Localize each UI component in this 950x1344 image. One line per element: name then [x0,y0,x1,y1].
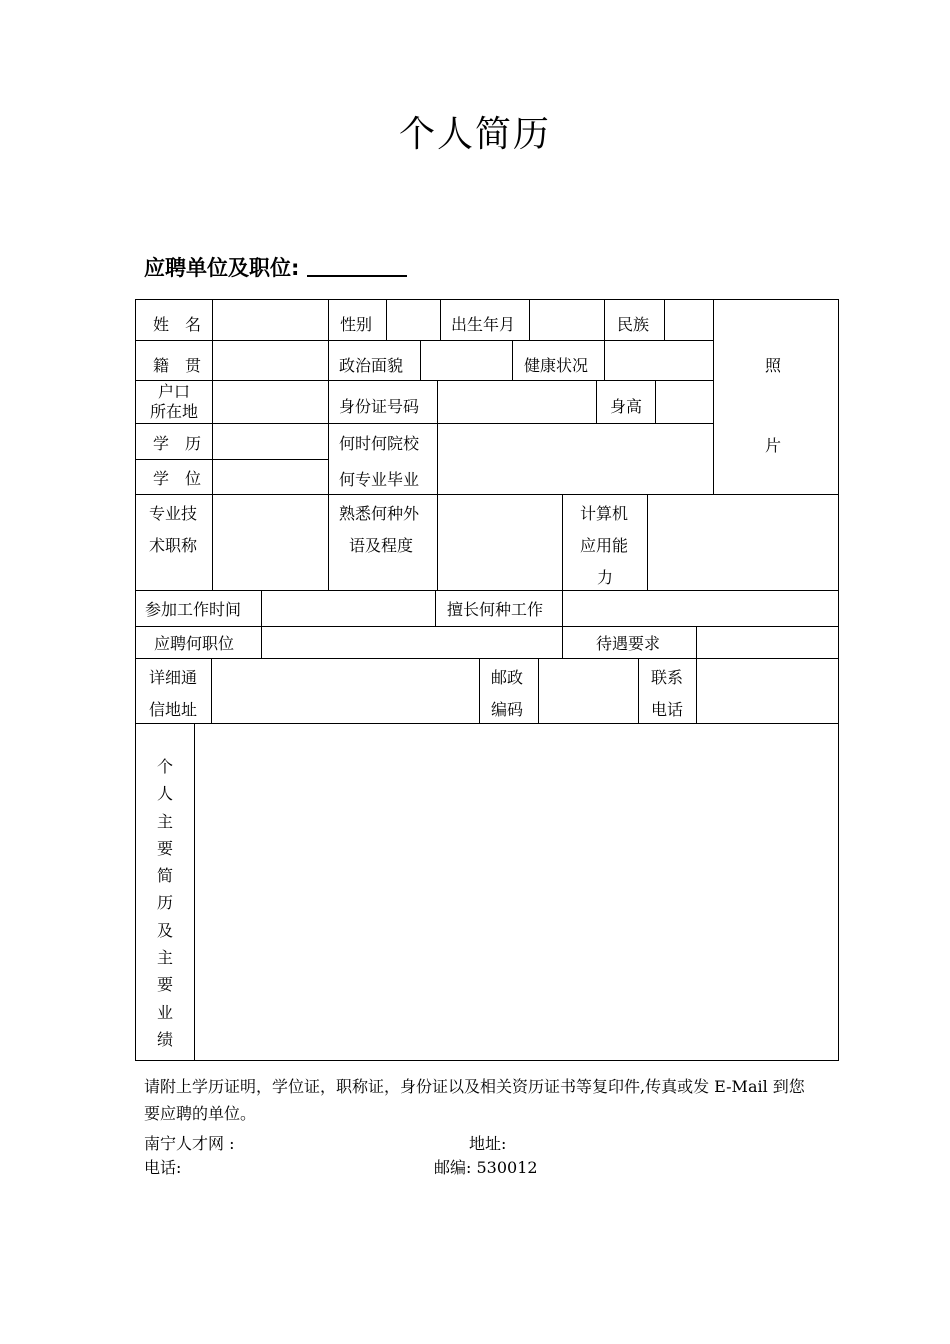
lang-label-1: 熟悉何种外 [339,504,420,523]
footer-site: 南宁人才网 : [144,1134,235,1153]
title-label-2: 术职称 [149,536,198,555]
gender-field[interactable] [386,299,441,341]
salary-label: 待遇要求 [596,634,661,653]
photo-box[interactable] [713,299,839,495]
position-field[interactable] [261,626,563,659]
photo-label-1: 照 [765,356,782,375]
native-place-field[interactable] [212,340,329,381]
resume-field[interactable] [194,723,839,1061]
health-label: 健康状况 [524,356,589,375]
political-label: 政治面貌 [339,356,404,375]
footer-zip: 邮编: 530012 [434,1158,538,1177]
title-label-1: 专业技 [149,504,198,523]
postal-label-1: 邮政 [491,668,524,687]
contact-label-2: 电话 [651,700,684,719]
contact-field[interactable] [696,658,839,724]
name-field[interactable] [212,299,329,341]
submission-note: 请附上学历证明，学位证，职称证，身份证以及相关资历证书等复印件,传真或发 E-Mail 到您要应聘的单位。 [144,1077,805,1123]
footer-phone: 电话: [144,1158,182,1177]
contact-label-1: 联系 [651,668,684,687]
school-label-2: 何专业毕业 [339,470,420,489]
position-label: 应聘何职位 [154,634,235,653]
skill-label: 擅长何种工作 [447,600,544,619]
skill-field[interactable] [562,590,839,627]
degree-label: 学 位 [153,469,202,488]
name-label: 姓 名 [153,315,202,334]
native-place-label: 籍 贯 [153,356,202,375]
hukou-field[interactable] [212,380,329,424]
health-field[interactable] [604,340,714,381]
pc-field[interactable] [647,494,839,591]
title-field[interactable] [212,494,329,591]
gender-label: 性别 [340,315,373,334]
photo-label-2: 片 [765,436,782,455]
hukou-label-1: 户口 [157,382,190,401]
address-label-1: 详细通 [149,668,198,687]
education-label: 学 历 [153,434,202,453]
pc-label-3: 力 [597,568,614,587]
postal-field[interactable] [538,658,639,724]
birth-label: 出生年月 [451,315,516,334]
pc-label-1: 计算机 [580,504,629,523]
salary-field[interactable] [696,626,839,659]
birth-field[interactable] [529,299,605,341]
pc-label-2: 应用能 [580,536,629,555]
resume-label: 个人主要简历及主要业绩 [156,757,173,1049]
work-start-label: 参加工作时间 [145,600,242,619]
school-field[interactable] [437,423,714,495]
ethnicity-label: 民族 [617,315,650,334]
education-field[interactable] [212,423,329,460]
lang-label-2: 语及程度 [349,536,414,555]
address-label-2: 信地址 [149,700,198,719]
ethnicity-field[interactable] [664,299,714,341]
degree-field[interactable] [212,459,329,495]
hukou-label-2: 所在地 [149,402,198,421]
school-label-1: 何时何院校 [339,434,420,453]
political-field[interactable] [420,340,513,381]
height-label: 身高 [610,397,643,416]
postal-label-2: 编码 [491,700,524,719]
height-field[interactable] [655,380,714,424]
page-title: 个人简历 [398,114,551,155]
apply-position-blank[interactable] [307,275,407,277]
lang-field[interactable] [437,494,563,591]
address-field[interactable] [211,658,480,724]
work-start-field[interactable] [261,590,436,627]
id-number-label: 身份证号码 [339,397,420,416]
apply-position-label: 应聘单位及职位: [144,256,300,280]
footer-address: 地址: [469,1134,507,1153]
id-number-field[interactable] [437,380,597,424]
